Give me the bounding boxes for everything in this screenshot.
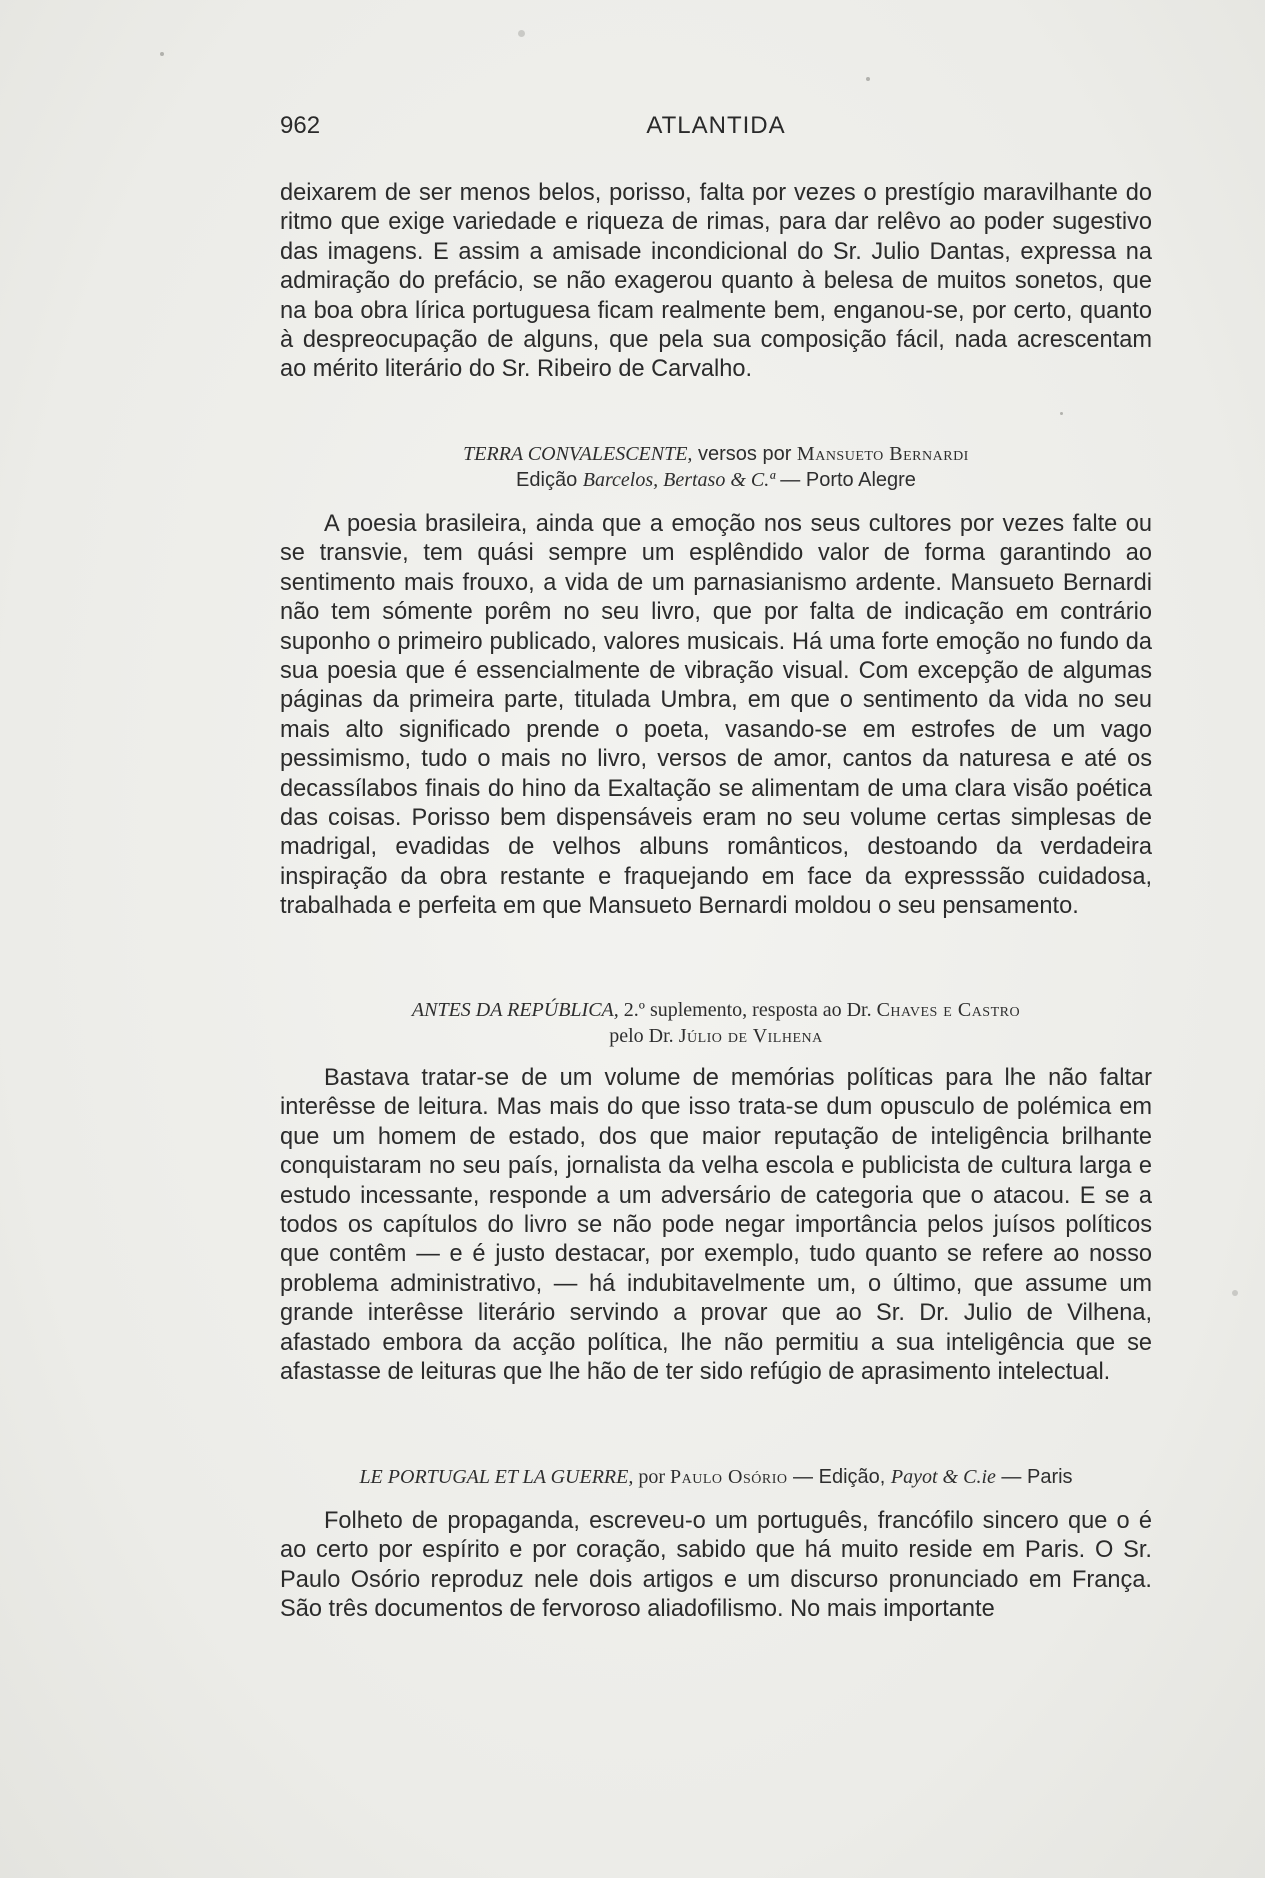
scan-speck (866, 77, 870, 81)
review-paragraph-antes-da-republica (280, 1064, 1152, 1387)
book-author: Júlio de Vilhena (678, 1025, 823, 1047)
scan-speck (518, 30, 525, 37)
book-author: Mansueto Bernardi (796, 443, 969, 465)
book-publisher: Barcelos, Bertaso & C.ª (582, 469, 775, 491)
edition-label: — Edição, (787, 1466, 891, 1488)
publication-place: — Paris (995, 1466, 1073, 1488)
paragraph-text: deixarem de ser menos belos, porisso, falta por vezes o prestígio maravilhante do ritmo que exige variedade e riqueza de rimas, para dar relêvo ao poder sugestivo das imagens. E assim a amisade incondicional do Sr. Julio Dantas, expressa na admiração do prefácio, se não exagerou quanto à belesa de muitos sonetos, que na boa obra lírica portuguesa ficam realmente bem, enganou-se, por certo, quanto à despreocupação de alguns, que pela sua composição fácil, nada acrescentam ao mérito literário do Sr. Ribeiro de Carvalho. (280, 180, 1152, 383)
book-publisher: Payot & C.ie (890, 1466, 996, 1488)
book-reference-antes-da-republica (280, 997, 1152, 1049)
reference-line-1 (280, 1464, 1152, 1490)
book-reference-le-portugal-et-la-guerre (280, 1464, 1152, 1490)
reference-description: 2.º suplemento, resposta ao Dr. (618, 999, 877, 1021)
book-title: TERRA CONVALESCENTE, (463, 443, 693, 465)
page-number: 962 (280, 112, 321, 139)
book-title: ANTES DA REPÚBLICA, (411, 999, 619, 1021)
reference-line-1 (280, 441, 1152, 467)
reference-by: versos por (692, 443, 797, 465)
review-paragraph-terra-convalescente (280, 510, 1152, 922)
reference-by: por (633, 1466, 671, 1488)
journal-title: ATLANTIDA (646, 112, 786, 139)
review-paragraph-le-portugal-et-la-guerre (280, 1507, 1152, 1625)
book-author: Paulo Osório (670, 1466, 788, 1488)
book-title: LE PORTUGAL ET LA GUERRE, (359, 1466, 634, 1488)
edition-prefix: Edição (516, 469, 583, 491)
paragraph-text: Folheto de propaganda, escreveu-o um português, francófilo sincero que o é ao certo por espírito e por coração, sabido que há muito reside em Paris. O Sr. Paulo Osório reproduz nele dois artigos e um discurso pronunciado em França. São três documentos de fervoroso aliadofilismo. No mais importante (280, 1508, 1152, 1623)
reference-line-2 (280, 1023, 1152, 1049)
scan-speck (1060, 412, 1063, 415)
scan-speck (160, 52, 164, 56)
author-prefix: pelo Dr. (609, 1025, 679, 1047)
scan-speck (1232, 1290, 1238, 1296)
paragraph-continued (280, 179, 1152, 385)
opponent-name: Chaves e Castro (876, 999, 1021, 1021)
publication-place: — Porto Alegre (774, 469, 916, 491)
book-reference-terra-convalescente (280, 441, 1152, 493)
paragraph-text: A poesia brasileira, ainda que a emoção nos seus cultores por vezes falte ou se transvie, tem quási sempre um esplêndido valor de forma garantindo ao sentimento mais frouxo, a vida de um parnasianismo ardente. Mansueto Bernardi não tem sómente porêm no seu livro, que por falta de indicação em contrário suponho o primeiro publicado, valores musicais. Há uma forte emoção no fundo da sua poesia que é essencialmente de vibração visual. Com excepção de algumas páginas da primeira parte, titulada Umbra, em que o sentimento da vida no seu mais alto significado prende o poeta, vasando-se em estrofes de um vago pessimismo, tudo o mais no livro, versos de amor, cantos da naturesa e até os decassílabos finais do hino da Exaltação se alimentam de uma clara visão poética das coisas. Porisso bem dispensáveis eram no seu volume certas simplesas de madrigal, evadidas de velhos albuns românticos, destoando da verdadeira inspiração da obra restante e fraquejando em face da expresssão cuidadosa, trabalhada e perfeita em que Mansueto Bernardi moldou o seu pensamento. (280, 511, 1152, 920)
paragraph-text: Bastava tratar-se de um volume de memórias políticas para lhe não faltar interêsse de leitura. Mas mais do que isso trata-se dum opusculo de polémica em que um homem de estado, dos que maior reputação de inteligência brilhante conquistaram no seu país, jornalista da velha escola e publicista de cultura larga e estudo incessante, responde a um adversário de categoria que o atacou. E se a todos os capítulos do livro se não pode negar importância pelos juísos políticos que contêm — e é justo destacar, por exemplo, tudo quanto se refere ao nosso problema administrativo, — há indubitavelmente um, o último, que assume um grande interêsse literário servindo a provar que ao Sr. Dr. Julio de Vilhena, afastado embora da acção política, lhe não permitiu a sua inteligência que se afastasse de leituras que lhe hão de ter sido refúgio de aprasimento intelectual. (280, 1065, 1152, 1386)
reference-line-2 (280, 467, 1152, 493)
page-header (280, 112, 1152, 144)
reference-line-1 (280, 997, 1152, 1023)
